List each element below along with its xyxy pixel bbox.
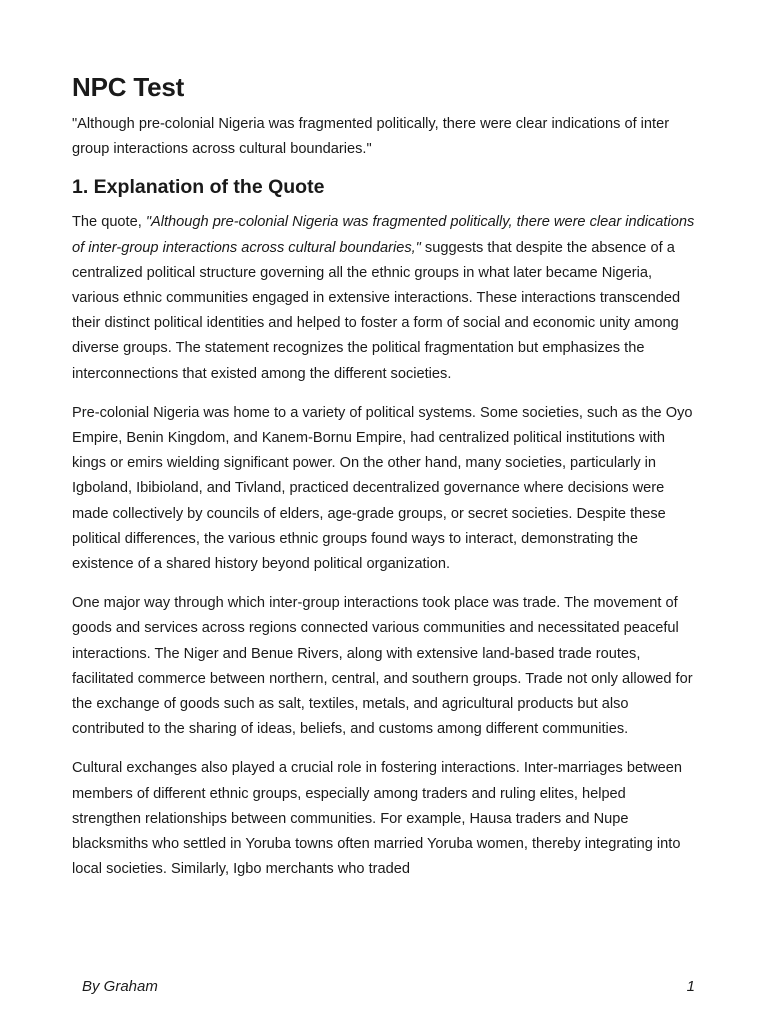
paragraph-3: One major way through which inter-group interactions took place was trade. The movement of goods and services across regions connected various communities and necessitated peaceful interactions. The Niger and Benue Rivers, along with extensive land-based trade routes, facilitated commerce between northern, central, and southern groups. Trade not only allowed for the exchange of goods such as salt, textiles, metals, and agricultural products but also contributed to the sharing of ideas, beliefs, and customs among different communities. xyxy=(72,595,693,738)
paragraph-1-rest: suggests that despite the absence of a centralized political structure governing all the ethnic groups in what later became Nigeria, various ethnic communities engaged in extensive interactions. These interactions transcended their distinct political identities and helped to foster a form of social and economic unity among diverse groups. The statement recognizes the political fragmentation but emphasizes the interconnections that existed among the different societies. xyxy=(72,239,681,382)
paragraph-1 xyxy=(72,210,698,386)
section-heading: 1. Explanation of the Quote xyxy=(72,176,325,199)
document-page xyxy=(72,68,698,896)
paragraph-1-quote: "Although pre-colonial Nigeria was fragmented politically, there were clear indications of inter-group interactions across cultural boundaries," xyxy=(72,214,695,256)
footer-author: By Graham xyxy=(82,978,158,995)
paragraph-1-lead: The quote, xyxy=(72,214,146,231)
paragraph-4: Cultural exchanges also played a crucial role in fostering interactions. Inter-marriages between members of different ethnic groups, especially among traders and ruling elites, helped strengthen relationships between communities. For example, Hausa traders and Nupe blacksmiths who settled in Yoruba towns often married Yoruba women, thereby integrating into local societies. Similarly, Igbo merchants who traded xyxy=(72,760,683,878)
document-title: NPC Test xyxy=(72,72,185,102)
footer-page-number: 1 xyxy=(686,978,695,995)
quote-paragraph: "Although pre-colonial Nigeria was fragmented politically, there were clear indications of inter group interactions across cultural boundaries." xyxy=(72,116,670,158)
paragraph-2: Pre-colonial Nigeria was home to a variety of political systems. Some societies, such as the Oyo Empire, Benin Kingdom, and Kanem-Bornu Empire, had centralized political institutions with kings or emirs wielding significant power. On the other hand, many societies, particularly in Igboland, Ibibioland, and Tivland, practiced decentralized governance where decisions were made collectively by councils of elders, age-grade groups, or secret societies. Despite these political differences, the various ethnic groups found ways to interact, demonstrating the existence of a shared history beyond political organization. xyxy=(72,404,693,573)
